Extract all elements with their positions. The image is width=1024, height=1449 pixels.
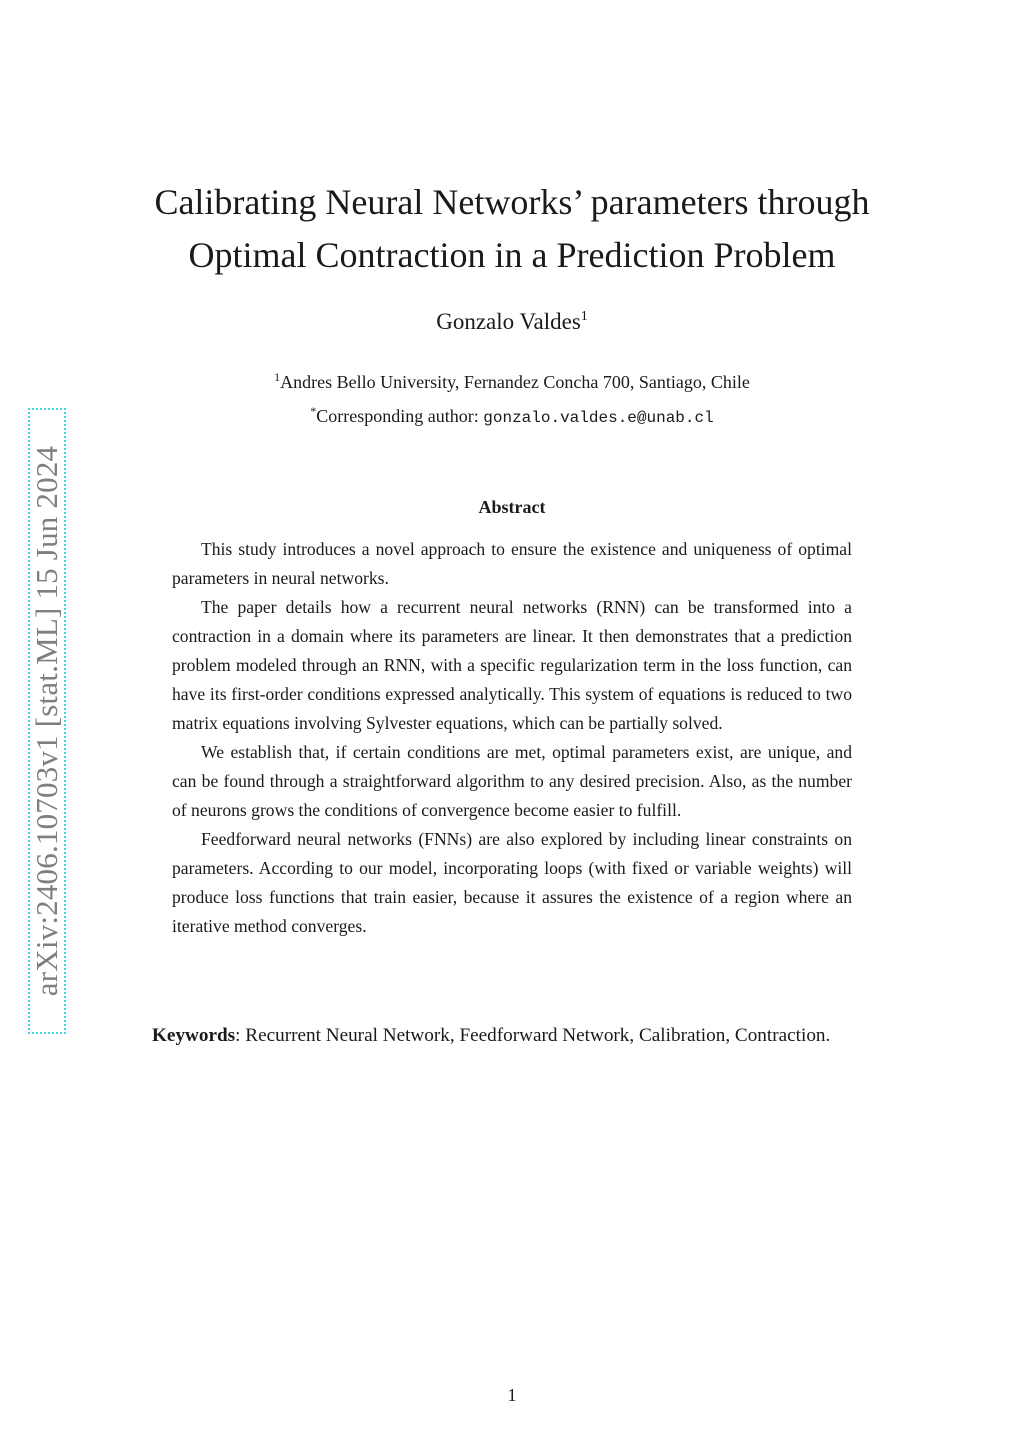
author-email-link[interactable]: gonzalo.valdes.e@unab.cl — [483, 409, 714, 427]
abstract-paragraph: The paper details how a recurrent neural networks (RNN) can be transformed into a contraction in a domain where its parameters are linear. It then demonstrates that a prediction problem modeled through an RNN, with a specific regularization term in the loss function, can have its first-order conditions expressed analytically. This system of equations is reduced to two matrix equations involving Sylvester equations, which can be partially solved. — [172, 597, 852, 733]
title-line-2: Optimal Contraction in a Prediction Problem — [188, 235, 836, 275]
author-name: Gonzalo Valdes — [436, 309, 581, 334]
keywords-block — [122, 1020, 902, 1051]
abstract-paragraph: We establish that, if certain conditions are met, optimal parameters exist, are unique, and can be found through a straightforward algorithm to any desired precision. Also, as the number of neurons grows the conditions of convergence become easier to fulfill. — [172, 742, 852, 820]
abstract-heading: Abstract — [478, 497, 546, 517]
keywords-text: : Recurrent Neural Network, Feedforward Network, Calibration, Contraction. — [235, 1025, 831, 1046]
abstract-paragraph: Feedforward neural networks (FNNs) are also explored by including linear constraints on parameters. According to our model, incorporating loops (with fixed or variable weights) will produce loss functions that train easier, because it assures the existence of a region where an iterative method converges. — [172, 829, 852, 936]
affiliation-block — [0, 363, 1024, 433]
abstract-body — [172, 535, 852, 941]
corresponding-label: Corresponding author: — [316, 406, 484, 426]
page-number: 1 — [507, 1385, 517, 1405]
keywords-label: Keywords — [152, 1025, 236, 1046]
affiliation-text: Andres Bello University, Fernandez Concha 700, Santiago, Chile — [280, 372, 750, 392]
author-affiliation-marker: 1 — [580, 309, 588, 324]
author-line — [0, 309, 1024, 335]
abstract-paragraph: This study introduces a novel approach to ensure the existence and uniqueness of optimal parameters in neural networks. — [172, 539, 852, 588]
affiliation-line — [0, 363, 1024, 397]
corresponding-marker: * — [310, 404, 317, 418]
arxiv-identifier-text: arXiv:2406.10703v1 [stat.ML] 15 Jun 2024 — [29, 445, 64, 997]
corresponding-author-line — [0, 397, 1024, 433]
title-line-1: Calibrating Neural Networks’ parameters through — [154, 182, 870, 222]
paper-title — [0, 176, 1024, 282]
affiliation-marker: 1 — [274, 370, 281, 384]
